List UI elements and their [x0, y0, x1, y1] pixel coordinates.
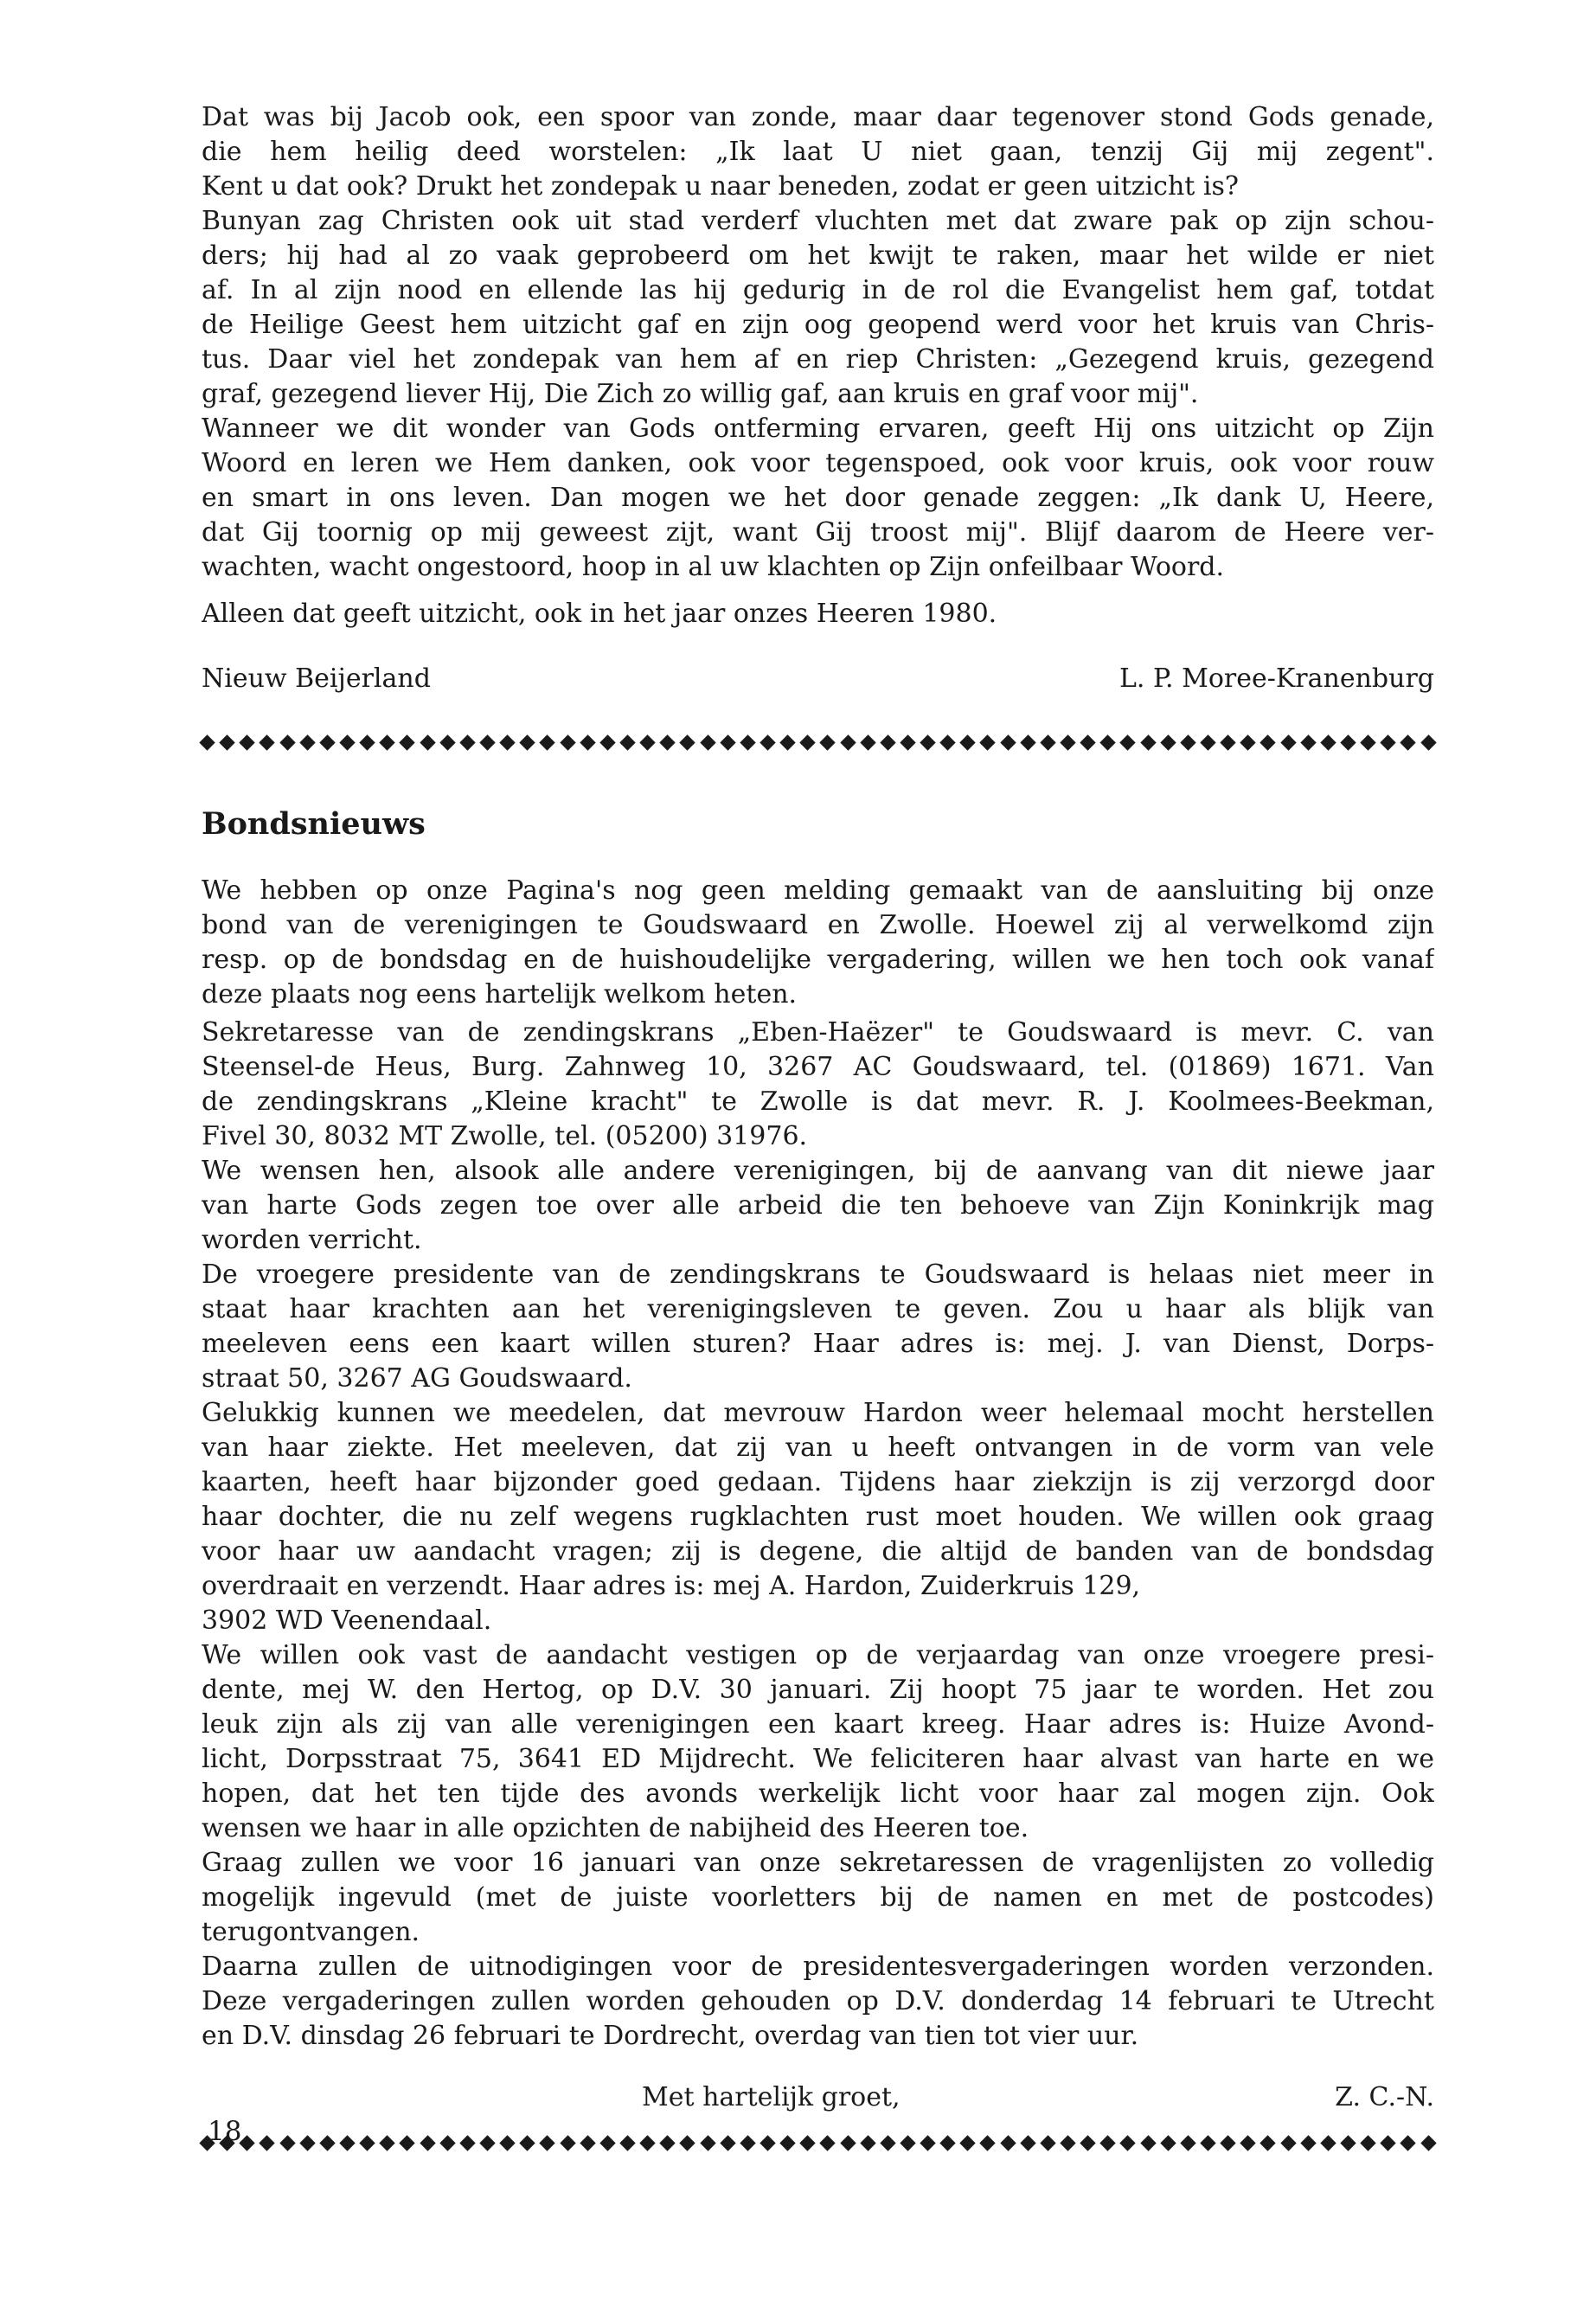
section-heading: Bondsnieuws: [202, 806, 426, 842]
text-line: van haar ziekte. Het meeleven, dat zij van u heeft ontvangen in de vorm van vele: [202, 1433, 1434, 1463]
closing-line: Alleen dat geeft uitzicht, ook in het jaar onzes Heeren 1980.: [202, 599, 997, 629]
text-line: resp. op de bondsdag en de huishoudelijke vergadering, willen we hen toch ook vanaf: [202, 945, 1434, 975]
signature: Z. C.-N.: [1335, 2082, 1434, 2112]
text-line: worden verricht.: [202, 1225, 422, 1255]
text-line: We hebben op onze Pagina's nog geen melding gemaakt van de aansluiting bij onze: [202, 875, 1434, 906]
author-name: L. P. Moree-Kranenburg: [1118, 663, 1434, 694]
text-line: Woord en leren we Hem danken, ook voor tegenspoed, ook voor kruis, ook voor rouw: [202, 448, 1434, 478]
text-line: staat haar krachten aan het verenigingsleven te geven. Zou u haar als blijk van: [202, 1294, 1434, 1324]
diamond-divider: [202, 2130, 1434, 2156]
text-line: Kent u dat ook? Drukt het zondepak u naar beneden, zodat er geen uitzicht is?: [202, 171, 1239, 202]
text-line: terugontvangen.: [202, 1917, 420, 1947]
text-line: deze plaats nog eens hartelijk welkom heten.: [202, 979, 798, 1009]
text-line: Graag zullen we voor 16 januari van onze sekretaressen de vragenlijsten zo volledig: [202, 1848, 1434, 1878]
text-line: kaarten, heeft haar bijzonder goed gedaan. Tijdens haar ziekzijn is zij verzorgd door: [202, 1467, 1434, 1497]
text-line: hopen, dat het ten tijde des avonds werkelijk licht voor haar zal mogen zijn. Ook: [202, 1779, 1434, 1809]
text-line: licht, Dorpsstraat 75, 3641 ED Mijdrecht. We feliciteren haar alvast van harte en we: [202, 1744, 1434, 1774]
text-line: van harte Gods zegen toe over alle arbeid die ten behoeve van Zijn Koninkrijk mag: [202, 1190, 1434, 1221]
text-line: We wensen hen, alsook alle andere verenigingen, bij de aanvang van dit niewe jaar: [202, 1156, 1434, 1186]
page-number: 18: [208, 2116, 242, 2147]
text-line: haar dochter, die nu zelf wegens rugklachten rust moet houden. We willen ook graag: [202, 1502, 1434, 1532]
text-line: en D.V. dinsdag 26 februari te Dordrecht, overdag van tien tot vier uur.: [202, 2021, 1139, 2051]
text-line: die hem heilig deed worstelen: „Ik laat U niet gaan, tenzij Gij mij zegent".: [202, 137, 1434, 167]
greeting: Met hartelijk groet,: [642, 2082, 901, 2112]
text-line: Gelukkig kunnen we meedelen, dat mevrouw Hardon weer helemaal mocht herstellen: [202, 1398, 1434, 1428]
text-line: Steensel-de Heus, Burg. Zahnweg 10, 3267 AC Goudswaard, tel. (01869) 1671. Van: [202, 1052, 1434, 1082]
text-line: tus. Daar viel het zondepak van hem af en riep Christen: „Gezegend kruis, gezegend: [202, 344, 1434, 375]
text-line: Daarna zullen de uitnodigingen voor de presidentesvergaderingen worden verzonden.: [202, 1952, 1434, 1982]
text-line: mogelijk ingevuld (met de juiste voorletters bij de namen en met de postcodes): [202, 1882, 1434, 1913]
text-line: We willen ook vast de aandacht vestigen op de verjaardag van onze vroegere presi-: [202, 1640, 1434, 1670]
text-line: Sekretaresse van de zendingskrans „Eben-Haëzer" te Goudswaard is mevr. C. van: [202, 1017, 1434, 1048]
text-line: Dat was bij Jacob ook, een spoor van zonde, maar daar tegenover stond Gods genade,: [202, 102, 1434, 132]
text-line: dente, mej W. den Hertog, op D.V. 30 januari. Zij hoopt 75 jaar te worden. Het zou: [202, 1675, 1434, 1705]
text-line: wensen we haar in alle opzichten de nabijheid des Heeren toe.: [202, 1813, 1029, 1843]
text-line: straat 50, 3267 AG Goudswaard.: [202, 1363, 632, 1394]
text-line: af. In al zijn nood en ellende las hij gedurig in de rol die Evangelist hem gaf, totdat: [202, 275, 1434, 305]
text-line: ders; hij had al zo vaak geprobeerd om het kwijt te raken, maar het wilde er niet: [202, 240, 1434, 271]
text-line: wachten, wacht ongestoord, hoop in al uw klachten op Zijn onfeilbaar Woord.: [202, 552, 1225, 582]
text-line: bond van de verenigingen te Goudswaard en Zwolle. Hoewel zij al verwelkomd zijn: [202, 910, 1434, 940]
text-line: Bunyan zag Christen ook uit stad verderf vluchten met dat zware pak op zijn schou-: [202, 206, 1434, 236]
text-line: Wanneer we dit wonder van Gods ontferming ervaren, geeft Hij ons uitzicht op Zijn: [202, 413, 1434, 444]
diamond-divider: [202, 729, 1434, 755]
text-line: Fivel 30, 8032 MT Zwolle, tel. (05200) 31976.: [202, 1121, 808, 1151]
text-line: 3902 WD Veenendaal.: [202, 1606, 492, 1636]
text-line: voor haar uw aandacht vragen; zij is degene, die altijd de banden van de bondsdag: [202, 1536, 1434, 1567]
text-line: meeleven eens een kaart willen sturen? Haar adres is: mej. J. van Dienst, Dorps-: [202, 1329, 1434, 1359]
text-line: en smart in ons leven. Dan mogen we het door genade zeggen: „Ik dank U, Heere,: [202, 483, 1434, 513]
text-line: dat Gij toornig op mij geweest zijt, want Gij troost mij". Blijf daarom de Heere ver-: [202, 517, 1434, 548]
text-line: de zendingskrans „Kleine kracht" te Zwolle is dat mevr. R. J. Koolmees-Beekman,: [202, 1086, 1434, 1117]
text-line: overdraait en verzendt. Haar adres is: mej A. Hardon, Zuiderkruis 129,: [202, 1571, 1141, 1601]
text-line: de Heilige Geest hem uitzicht gaf en zijn oog geopend werd voor het kruis van Chris-: [202, 310, 1434, 340]
text-line: De vroegere presidente van de zendingskrans te Goudswaard is helaas niet meer in: [202, 1259, 1434, 1290]
text-line: graf, gezegend liever Hij, Die Zich zo willig gaf, aan kruis en graf voor mij".: [202, 379, 1199, 409]
text-line: Deze vergaderingen zullen worden gehouden op D.V. donderdag 14 februari te Utrecht: [202, 1986, 1434, 2016]
author-place: Nieuw Beijerland: [202, 663, 431, 694]
text-line: leuk zijn als zij van alle verenigingen een kaart kreeg. Haar adres is: Huize Avond-: [202, 1709, 1434, 1740]
